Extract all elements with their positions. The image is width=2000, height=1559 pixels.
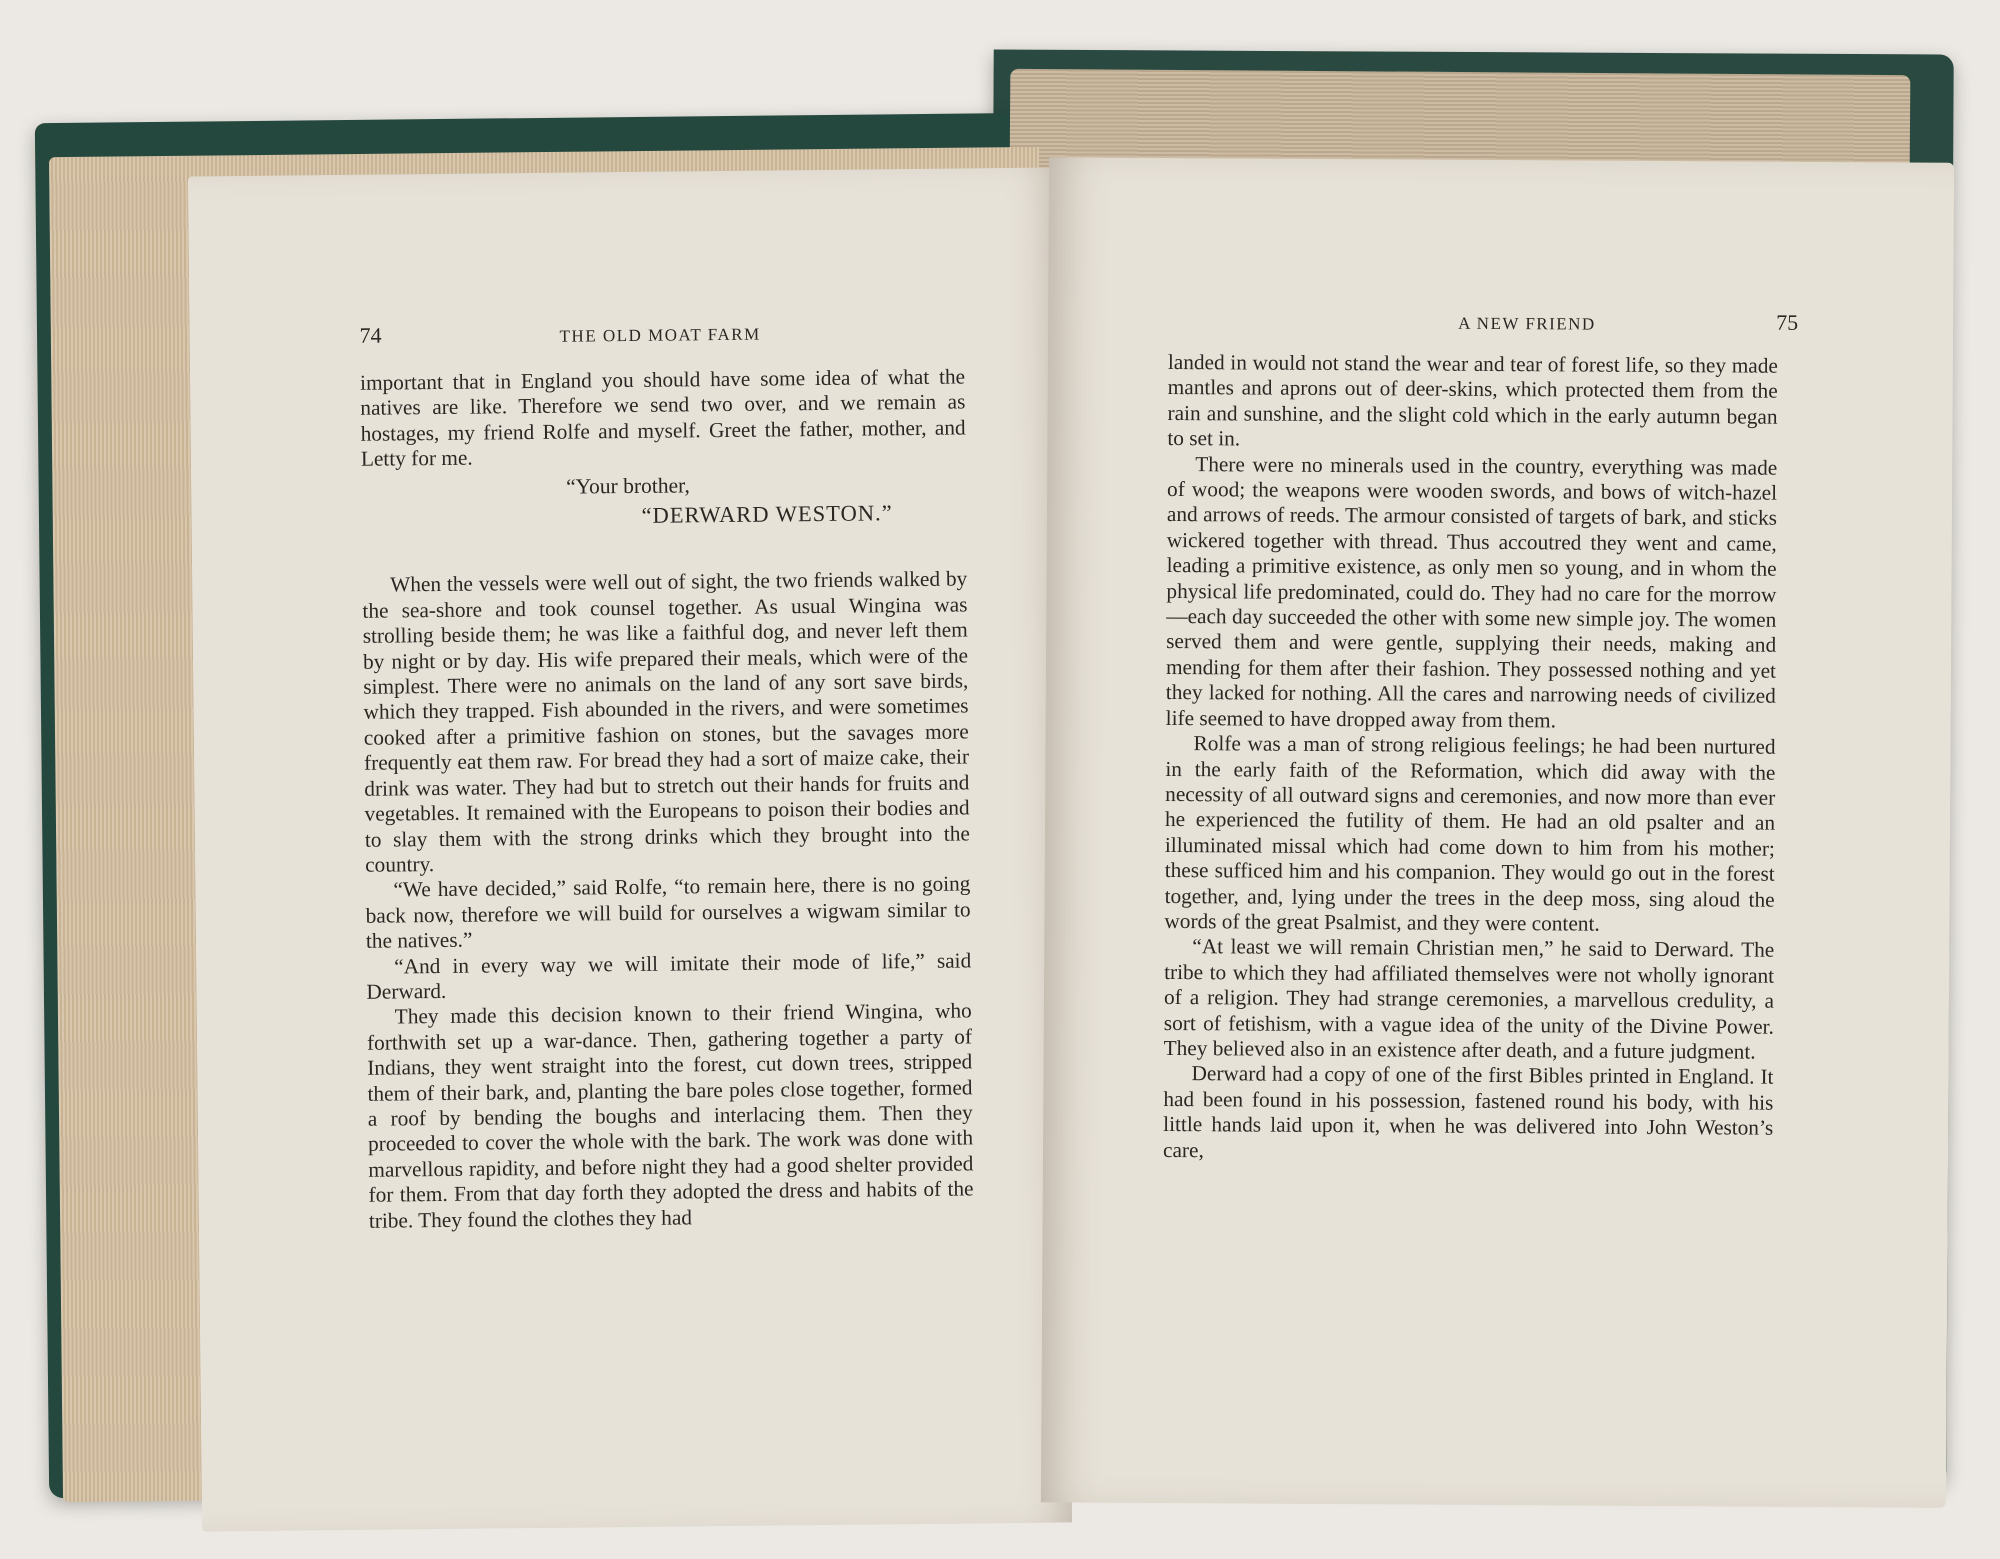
right-running-head — [1168, 308, 1798, 352]
left-running-title: THE OLD MOAT FARM — [559, 324, 761, 346]
left-body-text — [360, 364, 974, 1233]
left-paragraph: They made this decision known to their friend Wingina, who forthwith set up a war-dance. Then, gathering together a party of Indians, they went straight into the forest, cut down trees, stripped them of their bark, and, planting the bare poles close together, formed a roof by bending the boughs and interlacing them. Then they proceeded to cover the whole with the bark. The work was done with marvellous rapidity, and before night they had a good shelter provided for them. From that day forth they adopted the dress and habits of the tribe. They found the clothes they had — [366, 998, 974, 1233]
right-paragraph: “At least we will remain Christian men,” he said to Derward. The tribe to which they had affiliated themselves were not wholly ignorant of a religion. They had strange ceremonies, a marvellous credulity, a sort of fetishism, with a vague idea of the unity of the Divine Power. They believed also in an existence after death, and a future judgment. — [1163, 934, 1775, 1064]
right-page-number: 75 — [1776, 309, 1799, 335]
letter-signoff-line2: “DERWARD WESTON.” — [641, 500, 893, 528]
left-page — [188, 167, 1072, 1531]
left-paragraph: When the vessels were well out of sight, the two friends walked by the sea-shore and took counsel together. As usual Wingina was strolling beside them; he was like a faithful dog, and never left them by night or by day. His wife prepared their meals, which were of the simplest. There were no animals on the land of any sort save birds, which they trapped. Fish abounded in the rivers, and were sometimes cooked after a primitive fashion on stones, but the savages more frequently eat them raw. For bread they had a sort of maize cake, their drink was water. They had but to stretch out their hands for fruits and vegetables. It remained with the Europeans to poison their bodies and to slay them with the strong drinks which they brought into the country. — [362, 566, 970, 877]
left-paragraph: “And in every way we will imitate their mode of life,” said Derward. — [366, 947, 972, 1004]
right-paragraph: Derward had a copy of one of the first Bibles printed in England. It had been found in his possession, fastened round his body, with his little hands laid upon it, when he was delivered into John Weston’s care, — [1162, 1061, 1774, 1162]
right-body-text — [1163, 350, 1778, 1167]
letter-signoff-line1: “Your brother, — [566, 472, 690, 499]
left-opening-paragraph: important that in England you should have some idea of what the natives are like. Therefore we send two over, and we remain as hostages, my friend Rolfe and myself. Greet the father, mother, and Letty for me. — [359, 364, 966, 472]
left-paragraph: “We have decided,” said Rolfe, “to remain here, there is no going back now, therefore we will build for ourselves a wigwam similar to the natives.” — [365, 871, 971, 953]
right-opening-paragraph: landed in would not stand the wear and tear of forest life, so they made mantles and aprons out of deer-skins, which protected them from the rain and sunshine, and the slight cold which in the early autumn began to set in. — [1167, 349, 1778, 451]
right-paragraph: Rolfe was a man of strong religious feelings; he had been nurtured in the early faith of the Reformation, which did away with the necessity of all outward signs and ceremonies, and now more than ever he experienced the futility of them. He had an old psalter and an illuminated missal which had come down to him from his mother; these sufficed him and his companion. They would go out in the forest together, and, lying under the trees in the deep moss, sing aloud the words of the great Psalmist, and they were content. — [1164, 731, 1776, 936]
left-running-head — [359, 320, 809, 365]
right-running-title: A NEW FRIEND — [1458, 313, 1596, 334]
right-page — [1041, 157, 1954, 1508]
right-paragraph: There were no minerals used in the country, everything was made of wood; the weapons were wooden swords, and bows of witch-hazel and arrows of reeds. The armour consisted of targets of bark, and sticks wickered together with thread. Thus accoutred they went and came, leading a primitive existence, as only men so young, and in whom the physical life predominated, could do. They had no care for the morrow—each day succeeded the other with some new simple joy. The women served them and were gentle, supplying their needs, making and mending for them after their fashion. They possessed nothing and yet they lacked for nothing. All the cares and narrowing needs of civilized life seemed to have dropped away from them. — [1165, 451, 1778, 733]
left-page-number: 74 — [359, 322, 382, 348]
